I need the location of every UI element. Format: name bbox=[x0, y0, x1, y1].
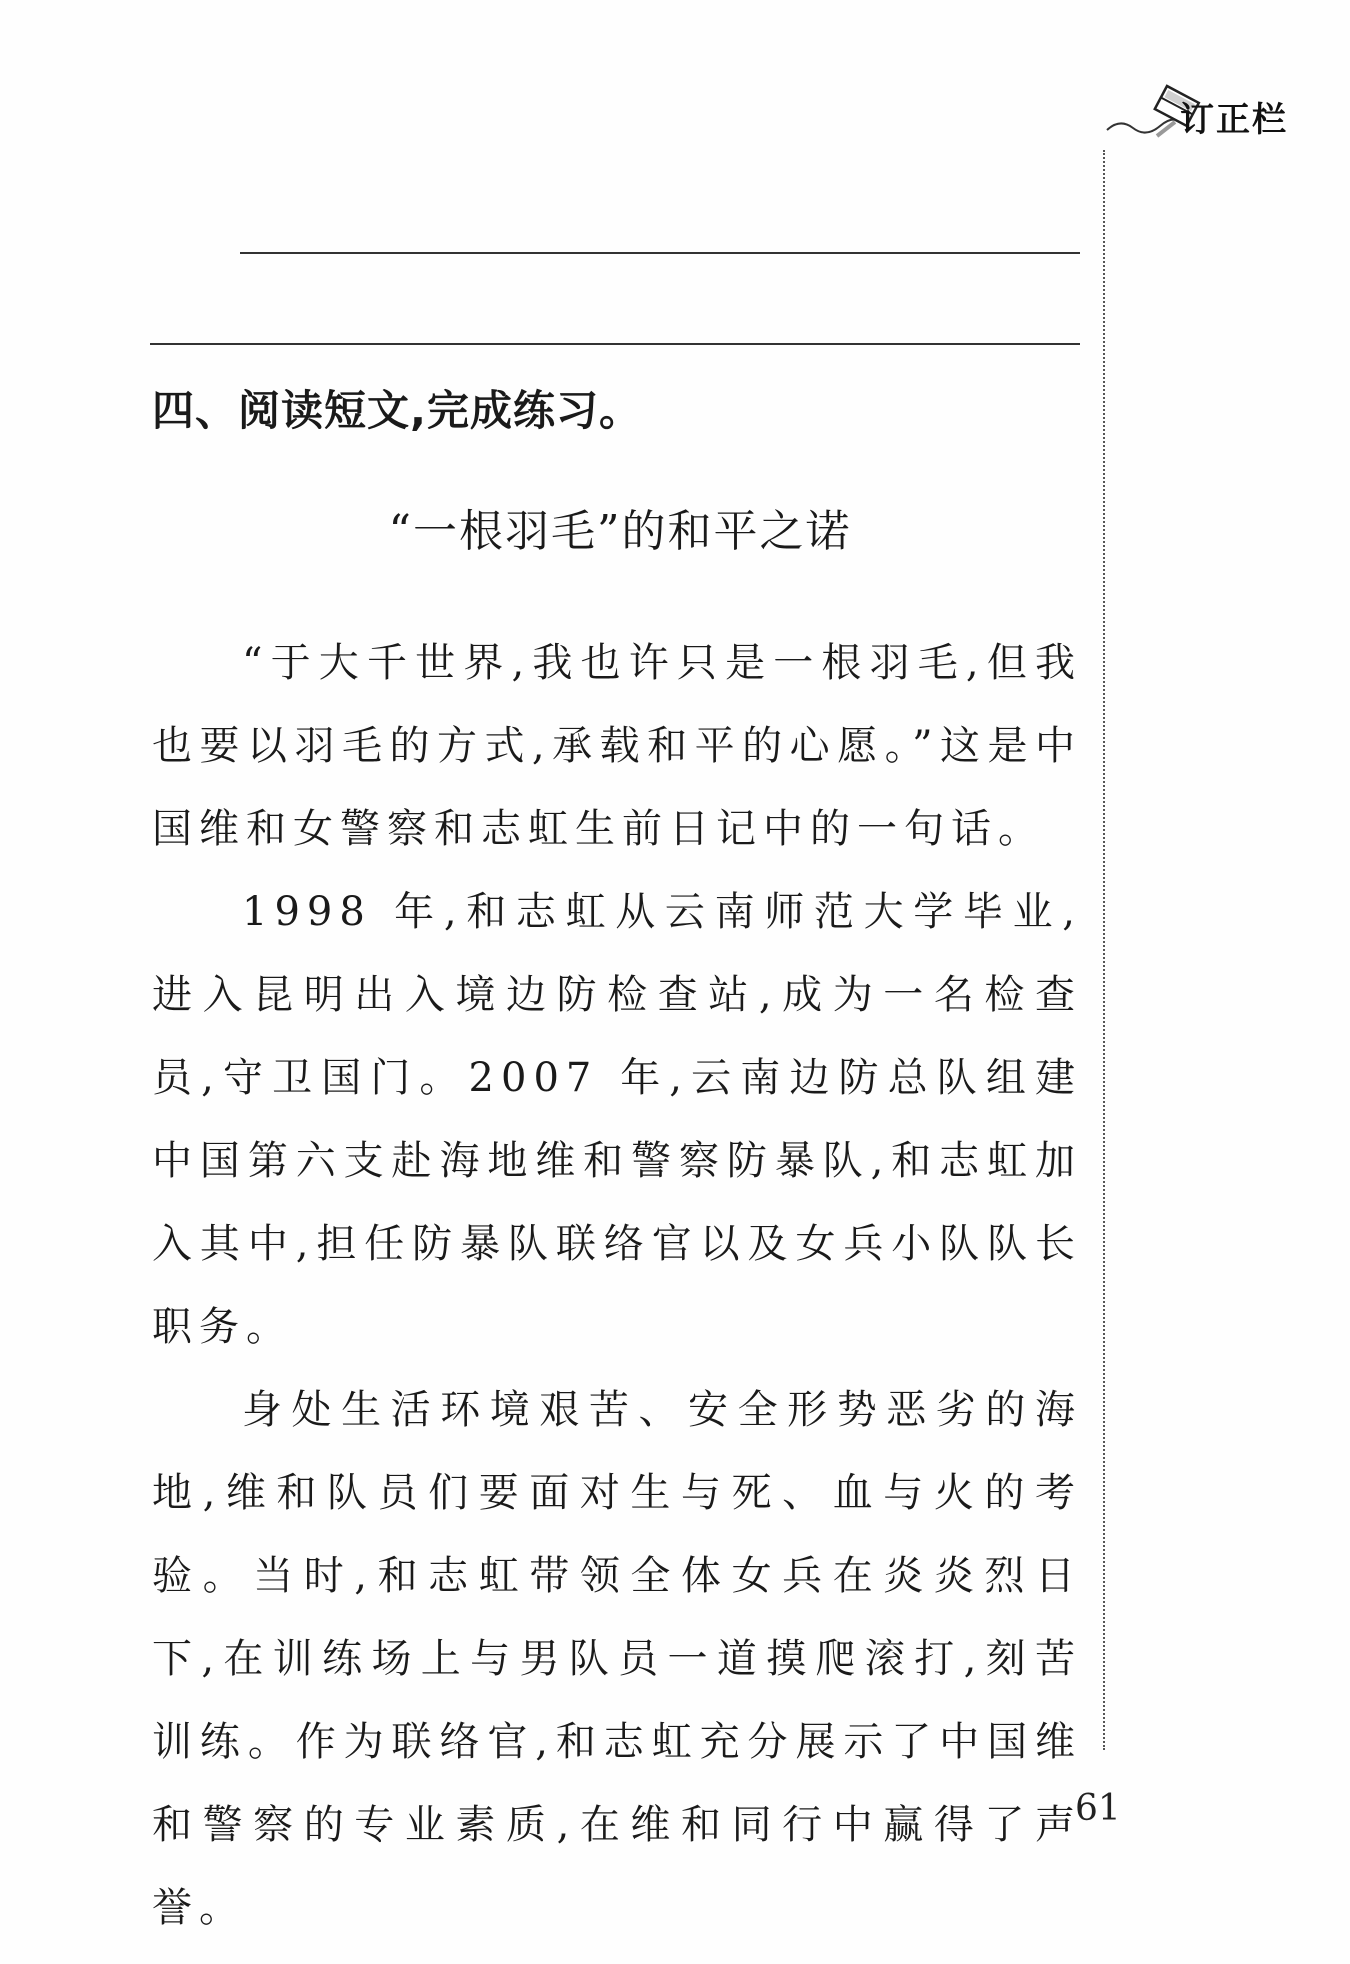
correction-column-label: 订正栏 bbox=[1180, 100, 1288, 140]
answer-line[interactable] bbox=[240, 252, 1080, 254]
page-number: 61 bbox=[1075, 1788, 1121, 1829]
passage-paragraph: 1998 年,和志虹从云南师范大学毕业,进入昆明出入境边防检查站,成为一名检查员,守卫国门。2007 年,云南边防总队组建中国第六支赴海地维和警察防暴队,和志虹加入其中,担任防暴队联络官以及女兵小队队长职务。 bbox=[152, 889, 1082, 1350]
correction-column-divider bbox=[1103, 150, 1105, 1750]
passage-paragraph: “于大千世界,我也许只是一根羽毛,但我也要以羽毛的方式,承载和平的心愿。”这是中国维和女警察和志虹生前日记中的一句话。 bbox=[152, 640, 1082, 852]
section-heading: 四、阅读短文,完成练习。 bbox=[152, 386, 642, 435]
passage-body bbox=[152, 622, 1082, 1950]
passage-title: “一根羽毛”的和平之诺 bbox=[388, 506, 852, 557]
passage-paragraph: 身处生活环境艰苦、安全形势恶劣的海地,维和队员们要面对生与死、血与火的考验。当时,和志虹带领全体女兵在炎炎烈日下,在训练场上与男队员一道摸爬滚打,刻苦训练。作为联络官,和志虹充分展示了中国维和警察的专业素质,在维和同行中赢得了声誉。 bbox=[152, 1387, 1082, 1931]
answer-line[interactable] bbox=[150, 343, 1080, 345]
